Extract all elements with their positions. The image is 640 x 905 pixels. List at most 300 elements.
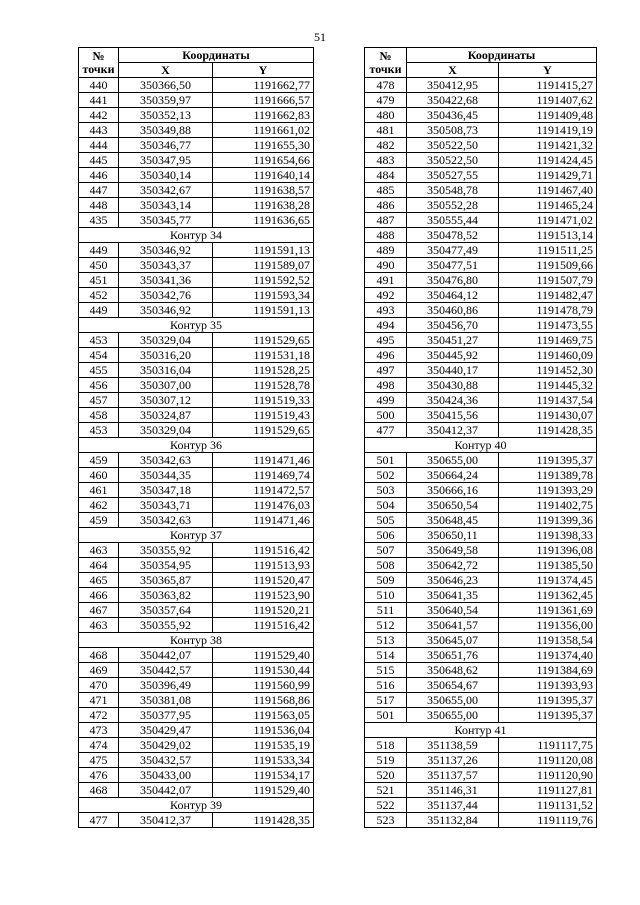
y-coordinate-cell: 1191393,93 xyxy=(499,678,597,693)
contour-label: Контур 34 xyxy=(79,228,314,243)
point-number-cell: 514 xyxy=(365,648,407,663)
y-coordinate-cell: 1191396,08 xyxy=(499,543,597,558)
point-number-header-line1: № xyxy=(379,48,392,63)
table-row xyxy=(365,768,597,783)
table-row xyxy=(79,93,314,108)
table-row xyxy=(79,618,314,633)
contour-label: Контур 38 xyxy=(79,633,314,648)
point-number-cell: 501 xyxy=(365,453,407,468)
y-coordinate-cell: 1191117,75 xyxy=(499,738,597,753)
point-number-cell: 508 xyxy=(365,558,407,573)
x-coordinate-cell: 350433,00 xyxy=(119,768,213,783)
x-coordinate-cell: 350555,44 xyxy=(407,213,499,228)
point-number-cell: 503 xyxy=(365,483,407,498)
table-row xyxy=(365,648,597,663)
x-coordinate-cell: 350655,00 xyxy=(407,708,499,723)
y-coordinate-cell: 1191471,46 xyxy=(213,453,314,468)
y-coordinate-cell: 1191467,40 xyxy=(499,183,597,198)
x-coordinate-cell: 350478,52 xyxy=(407,228,499,243)
point-number-header-line2: точки xyxy=(82,61,115,76)
y-coordinate-cell: 1191409,48 xyxy=(499,108,597,123)
point-number-cell: 487 xyxy=(365,213,407,228)
y-coordinate-cell: 1191445,32 xyxy=(499,378,597,393)
x-coordinate-cell: 350522,50 xyxy=(407,153,499,168)
x-coordinate-cell: 350412,37 xyxy=(407,423,499,438)
point-number-cell: 446 xyxy=(79,168,119,183)
point-number-cell: 467 xyxy=(79,603,119,618)
point-number-cell: 509 xyxy=(365,573,407,588)
x-coordinate-cell: 350422,68 xyxy=(407,93,499,108)
y-coordinate-cell: 1191638,57 xyxy=(213,183,314,198)
y-coordinate-cell: 1191430,07 xyxy=(499,408,597,423)
x-coordinate-cell: 350648,45 xyxy=(407,513,499,528)
table-row xyxy=(365,243,597,258)
x-coordinate-cell: 350429,02 xyxy=(119,738,213,753)
table-row xyxy=(79,663,314,678)
point-number-cell: 493 xyxy=(365,303,407,318)
table-row xyxy=(79,183,314,198)
table-row xyxy=(79,153,314,168)
y-coordinate-cell: 1191592,52 xyxy=(213,273,314,288)
point-number-cell: 463 xyxy=(79,618,119,633)
table-row xyxy=(365,288,597,303)
point-number-cell: 459 xyxy=(79,453,119,468)
point-number-cell: 472 xyxy=(79,708,119,723)
table-row xyxy=(365,318,597,333)
point-number-header xyxy=(79,48,119,78)
table-row xyxy=(365,528,597,543)
y-coordinate-cell: 1191593,34 xyxy=(213,288,314,303)
point-number-cell: 499 xyxy=(365,393,407,408)
x-coordinate-cell: 350342,67 xyxy=(119,183,213,198)
table-row xyxy=(79,813,314,828)
point-number-cell: 501 xyxy=(365,708,407,723)
point-number-cell: 476 xyxy=(79,768,119,783)
x-coordinate-cell: 350340,14 xyxy=(119,168,213,183)
x-coordinate-cell: 351137,57 xyxy=(407,768,499,783)
table-row xyxy=(79,333,314,348)
point-number-cell: 443 xyxy=(79,123,119,138)
point-number-cell: 477 xyxy=(79,813,119,828)
point-number-cell: 460 xyxy=(79,468,119,483)
y-coordinate-cell: 1191419,19 xyxy=(499,123,597,138)
table-row xyxy=(365,153,597,168)
y-coordinate-cell: 1191640,14 xyxy=(213,168,314,183)
x-coordinate-cell: 350650,11 xyxy=(407,528,499,543)
point-number-cell: 497 xyxy=(365,363,407,378)
point-number-cell: 495 xyxy=(365,333,407,348)
x-coordinate-cell: 351137,26 xyxy=(407,753,499,768)
contour-row xyxy=(79,228,314,243)
point-number-cell: 462 xyxy=(79,498,119,513)
x-coordinate-cell: 350342,63 xyxy=(119,513,213,528)
y-coordinate-cell: 1191407,62 xyxy=(499,93,597,108)
contour-row xyxy=(79,798,314,813)
point-number-cell: 441 xyxy=(79,93,119,108)
y-coordinate-cell: 1191120,08 xyxy=(499,753,597,768)
table-row xyxy=(79,168,314,183)
x-coordinate-cell: 350347,18 xyxy=(119,483,213,498)
point-number-header xyxy=(365,48,407,78)
point-number-cell: 453 xyxy=(79,333,119,348)
point-number-cell: 468 xyxy=(79,783,119,798)
y-coordinate-cell: 1191395,37 xyxy=(499,453,597,468)
table-row xyxy=(79,498,314,513)
point-number-cell: 471 xyxy=(79,693,119,708)
x-coordinate-cell: 350476,80 xyxy=(407,273,499,288)
point-number-cell: 522 xyxy=(365,798,407,813)
table-row xyxy=(365,468,597,483)
contour-row xyxy=(365,723,597,738)
table-row xyxy=(365,108,597,123)
y-coordinate-cell: 1191589,07 xyxy=(213,258,314,273)
x-coordinate-cell: 350342,76 xyxy=(119,288,213,303)
x-coordinate-cell: 350548,78 xyxy=(407,183,499,198)
table-row xyxy=(365,753,597,768)
point-number-cell: 458 xyxy=(79,408,119,423)
y-coordinate-cell: 1191519,43 xyxy=(213,408,314,423)
y-coordinate-cell: 1191473,55 xyxy=(499,318,597,333)
table-row xyxy=(79,468,314,483)
table-row xyxy=(79,393,314,408)
contour-label: Контур 37 xyxy=(79,528,314,543)
point-number-cell: 448 xyxy=(79,198,119,213)
point-number-cell: 454 xyxy=(79,348,119,363)
table-row xyxy=(365,168,597,183)
y-coordinate-cell: 1191519,33 xyxy=(213,393,314,408)
x-coordinate-cell: 350477,49 xyxy=(407,243,499,258)
x-coordinate-cell: 350442,57 xyxy=(119,663,213,678)
y-coordinate-cell: 1191507,79 xyxy=(499,273,597,288)
y-coordinate-cell: 1191452,30 xyxy=(499,363,597,378)
y-coordinate-cell: 1191120,90 xyxy=(499,768,597,783)
y-coordinate-cell: 1191476,03 xyxy=(213,498,314,513)
table-row xyxy=(365,423,597,438)
y-coordinate-cell: 1191424,45 xyxy=(499,153,597,168)
x-coordinate-cell: 350646,23 xyxy=(407,573,499,588)
table-row xyxy=(365,513,597,528)
contour-row xyxy=(79,318,314,333)
x-coordinate-cell: 350349,88 xyxy=(119,123,213,138)
y-coordinate-cell: 1191654,66 xyxy=(213,153,314,168)
y-column-header: Y xyxy=(499,63,597,78)
table-row xyxy=(79,603,314,618)
x-coordinate-cell: 350477,51 xyxy=(407,258,499,273)
y-coordinate-cell: 1191513,93 xyxy=(213,558,314,573)
x-coordinate-cell: 350329,04 xyxy=(119,423,213,438)
x-coordinate-cell: 350341,36 xyxy=(119,273,213,288)
x-coordinate-cell: 350664,24 xyxy=(407,468,499,483)
x-coordinate-cell: 350522,50 xyxy=(407,138,499,153)
table-row xyxy=(365,708,597,723)
y-coordinate-cell: 1191662,77 xyxy=(213,78,314,93)
y-coordinate-cell: 1191429,71 xyxy=(499,168,597,183)
y-coordinate-cell: 1191385,50 xyxy=(499,558,597,573)
point-number-cell: 517 xyxy=(365,693,407,708)
x-coordinate-cell: 350424,36 xyxy=(407,393,499,408)
table-row xyxy=(79,288,314,303)
table-row xyxy=(79,453,314,468)
point-number-cell: 504 xyxy=(365,498,407,513)
point-number-cell: 491 xyxy=(365,273,407,288)
y-coordinate-cell: 1191530,44 xyxy=(213,663,314,678)
table-row xyxy=(365,303,597,318)
point-number-cell: 518 xyxy=(365,738,407,753)
point-number-cell: 516 xyxy=(365,678,407,693)
point-number-cell: 484 xyxy=(365,168,407,183)
y-coordinate-cell: 1191399,36 xyxy=(499,513,597,528)
contour-label: Контур 40 xyxy=(365,438,597,453)
y-coordinate-cell: 1191535,19 xyxy=(213,738,314,753)
point-number-cell: 478 xyxy=(365,78,407,93)
point-number-cell: 435 xyxy=(79,213,119,228)
point-number-cell: 457 xyxy=(79,393,119,408)
coordinates-header: Координаты xyxy=(407,48,597,63)
point-number-cell: 506 xyxy=(365,528,407,543)
point-number-cell: 463 xyxy=(79,543,119,558)
table-row xyxy=(79,273,314,288)
table-row xyxy=(365,408,597,423)
point-number-cell: 492 xyxy=(365,288,407,303)
point-number-cell: 502 xyxy=(365,468,407,483)
y-coordinate-cell: 1191469,75 xyxy=(499,333,597,348)
x-coordinate-cell: 350640,54 xyxy=(407,603,499,618)
table-body-left xyxy=(79,78,314,828)
contour-label: Контур 39 xyxy=(79,798,314,813)
y-coordinate-cell: 1191520,21 xyxy=(213,603,314,618)
point-number-cell: 440 xyxy=(79,78,119,93)
x-coordinate-cell: 350651,76 xyxy=(407,648,499,663)
point-number-cell: 488 xyxy=(365,228,407,243)
point-number-cell: 483 xyxy=(365,153,407,168)
table-row xyxy=(365,738,597,753)
x-coordinate-cell: 350464,12 xyxy=(407,288,499,303)
x-coordinate-cell: 350641,57 xyxy=(407,618,499,633)
x-coordinate-cell: 350442,07 xyxy=(119,648,213,663)
table-row xyxy=(365,633,597,648)
point-number-header-line1: № xyxy=(92,48,105,63)
y-coordinate-cell: 1191393,29 xyxy=(499,483,597,498)
y-coordinate-cell: 1191374,40 xyxy=(499,648,597,663)
y-coordinate-cell: 1191384,69 xyxy=(499,663,597,678)
x-coordinate-cell: 350307,00 xyxy=(119,378,213,393)
x-coordinate-cell: 350527,55 xyxy=(407,168,499,183)
y-coordinate-cell: 1191662,83 xyxy=(213,108,314,123)
y-coordinate-cell: 1191471,46 xyxy=(213,513,314,528)
table-row xyxy=(365,123,597,138)
point-number-header-line2: точки xyxy=(369,61,402,76)
table-row xyxy=(365,543,597,558)
y-coordinate-cell: 1191415,27 xyxy=(499,78,597,93)
table-row xyxy=(79,648,314,663)
table-row xyxy=(79,378,314,393)
table-row xyxy=(79,138,314,153)
table-row xyxy=(79,303,314,318)
table-row xyxy=(79,198,314,213)
y-coordinate-cell: 1191131,52 xyxy=(499,798,597,813)
point-number-cell: 496 xyxy=(365,348,407,363)
table-row xyxy=(365,618,597,633)
y-coordinate-cell: 1191428,35 xyxy=(499,423,597,438)
table-row xyxy=(79,348,314,363)
point-number-cell: 449 xyxy=(79,303,119,318)
x-column-header: X xyxy=(119,63,213,78)
y-coordinate-cell: 1191465,24 xyxy=(499,198,597,213)
table-row xyxy=(365,813,597,828)
table-row xyxy=(79,513,314,528)
table-row xyxy=(365,258,597,273)
point-number-cell: 523 xyxy=(365,813,407,828)
x-coordinate-cell: 350432,57 xyxy=(119,753,213,768)
y-coordinate-cell: 1191516,42 xyxy=(213,618,314,633)
x-coordinate-cell: 350359,97 xyxy=(119,93,213,108)
point-number-cell: 466 xyxy=(79,588,119,603)
table-row xyxy=(365,183,597,198)
y-coordinate-cell: 1191362,45 xyxy=(499,588,597,603)
x-coordinate-cell: 350352,13 xyxy=(119,108,213,123)
table-row xyxy=(79,243,314,258)
point-number-cell: 455 xyxy=(79,363,119,378)
x-coordinate-cell: 350366,50 xyxy=(119,78,213,93)
y-coordinate-cell: 1191568,86 xyxy=(213,693,314,708)
table-row xyxy=(79,753,314,768)
point-number-cell: 445 xyxy=(79,153,119,168)
y-coordinate-cell: 1191529,65 xyxy=(213,333,314,348)
point-number-cell: 465 xyxy=(79,573,119,588)
x-coordinate-cell: 350355,92 xyxy=(119,543,213,558)
x-coordinate-cell: 350642,72 xyxy=(407,558,499,573)
table-row xyxy=(365,198,597,213)
table-row xyxy=(365,603,597,618)
table-row xyxy=(365,498,597,513)
y-coordinate-cell: 1191636,65 xyxy=(213,213,314,228)
x-coordinate-cell: 350650,54 xyxy=(407,498,499,513)
x-coordinate-cell: 350641,35 xyxy=(407,588,499,603)
table-row xyxy=(79,543,314,558)
x-coordinate-cell: 350344,35 xyxy=(119,468,213,483)
table-row xyxy=(365,663,597,678)
y-coordinate-cell: 1191531,18 xyxy=(213,348,314,363)
y-coordinate-cell: 1191395,37 xyxy=(499,708,597,723)
table-row xyxy=(79,423,314,438)
point-number-cell: 442 xyxy=(79,108,119,123)
x-coordinate-cell: 350396,49 xyxy=(119,678,213,693)
x-coordinate-cell: 350456,70 xyxy=(407,318,499,333)
x-coordinate-cell: 350346,77 xyxy=(119,138,213,153)
point-number-cell: 500 xyxy=(365,408,407,423)
x-coordinate-cell: 350415,56 xyxy=(407,408,499,423)
x-coordinate-cell: 350451,27 xyxy=(407,333,499,348)
y-coordinate-cell: 1191529,65 xyxy=(213,423,314,438)
point-number-cell: 505 xyxy=(365,513,407,528)
point-number-cell: 459 xyxy=(79,513,119,528)
point-number-cell: 473 xyxy=(79,723,119,738)
y-coordinate-cell: 1191591,13 xyxy=(213,303,314,318)
point-number-cell: 453 xyxy=(79,423,119,438)
x-coordinate-cell: 350436,45 xyxy=(407,108,499,123)
y-coordinate-cell: 1191523,90 xyxy=(213,588,314,603)
y-coordinate-cell: 1191402,75 xyxy=(499,498,597,513)
table-row xyxy=(79,408,314,423)
point-number-cell: 444 xyxy=(79,138,119,153)
table-row xyxy=(365,363,597,378)
table-row xyxy=(365,558,597,573)
table-row xyxy=(79,483,314,498)
point-number-cell: 479 xyxy=(365,93,407,108)
x-coordinate-cell: 350316,04 xyxy=(119,363,213,378)
table-row xyxy=(79,123,314,138)
table-row xyxy=(365,228,597,243)
x-coordinate-cell: 350654,67 xyxy=(407,678,499,693)
y-coordinate-cell: 1191437,54 xyxy=(499,393,597,408)
x-coordinate-cell: 350412,37 xyxy=(119,813,213,828)
x-coordinate-cell: 350440,17 xyxy=(407,363,499,378)
y-coordinate-cell: 1191472,57 xyxy=(213,483,314,498)
point-number-cell: 470 xyxy=(79,678,119,693)
table-row xyxy=(365,393,597,408)
y-coordinate-cell: 1191361,69 xyxy=(499,603,597,618)
point-number-cell: 452 xyxy=(79,288,119,303)
y-coordinate-cell: 1191469,74 xyxy=(213,468,314,483)
point-number-cell: 520 xyxy=(365,768,407,783)
point-number-cell: 513 xyxy=(365,633,407,648)
x-coordinate-cell: 350343,71 xyxy=(119,498,213,513)
table-row xyxy=(365,588,597,603)
x-coordinate-cell: 350666,16 xyxy=(407,483,499,498)
y-coordinate-cell: 1191520,47 xyxy=(213,573,314,588)
point-number-cell: 512 xyxy=(365,618,407,633)
y-coordinate-cell: 1191563,05 xyxy=(213,708,314,723)
table-row xyxy=(365,213,597,228)
y-coordinate-cell: 1191509,66 xyxy=(499,258,597,273)
y-coordinate-cell: 1191513,14 xyxy=(499,228,597,243)
point-number-cell: 485 xyxy=(365,183,407,198)
table-row xyxy=(79,108,314,123)
contour-label: Контур 35 xyxy=(79,318,314,333)
point-number-cell: 474 xyxy=(79,738,119,753)
table-row xyxy=(79,258,314,273)
y-coordinate-cell: 1191591,13 xyxy=(213,243,314,258)
point-number-cell: 456 xyxy=(79,378,119,393)
y-coordinate-cell: 1191356,00 xyxy=(499,618,597,633)
table-row xyxy=(365,798,597,813)
y-coordinate-cell: 1191528,25 xyxy=(213,363,314,378)
x-coordinate-cell: 350412,95 xyxy=(407,78,499,93)
x-coordinate-cell: 350363,82 xyxy=(119,588,213,603)
x-coordinate-cell: 350442,07 xyxy=(119,783,213,798)
x-coordinate-cell: 350357,64 xyxy=(119,603,213,618)
table-row xyxy=(79,783,314,798)
x-coordinate-cell: 350346,92 xyxy=(119,243,213,258)
point-number-cell: 469 xyxy=(79,663,119,678)
table-row xyxy=(79,573,314,588)
table-row xyxy=(365,333,597,348)
point-number-cell: 511 xyxy=(365,603,407,618)
y-coordinate-cell: 1191398,33 xyxy=(499,528,597,543)
point-number-cell: 475 xyxy=(79,753,119,768)
y-coordinate-cell: 1191478,79 xyxy=(499,303,597,318)
x-coordinate-cell: 350649,58 xyxy=(407,543,499,558)
y-coordinate-cell: 1191529,40 xyxy=(213,648,314,663)
point-number-cell: 481 xyxy=(365,123,407,138)
y-coordinate-cell: 1191127,81 xyxy=(499,783,597,798)
x-coordinate-cell: 350354,95 xyxy=(119,558,213,573)
contour-row xyxy=(79,633,314,648)
x-coordinate-cell: 350377,95 xyxy=(119,708,213,723)
x-coordinate-cell: 350445,92 xyxy=(407,348,499,363)
point-number-cell: 461 xyxy=(79,483,119,498)
table-row xyxy=(365,783,597,798)
